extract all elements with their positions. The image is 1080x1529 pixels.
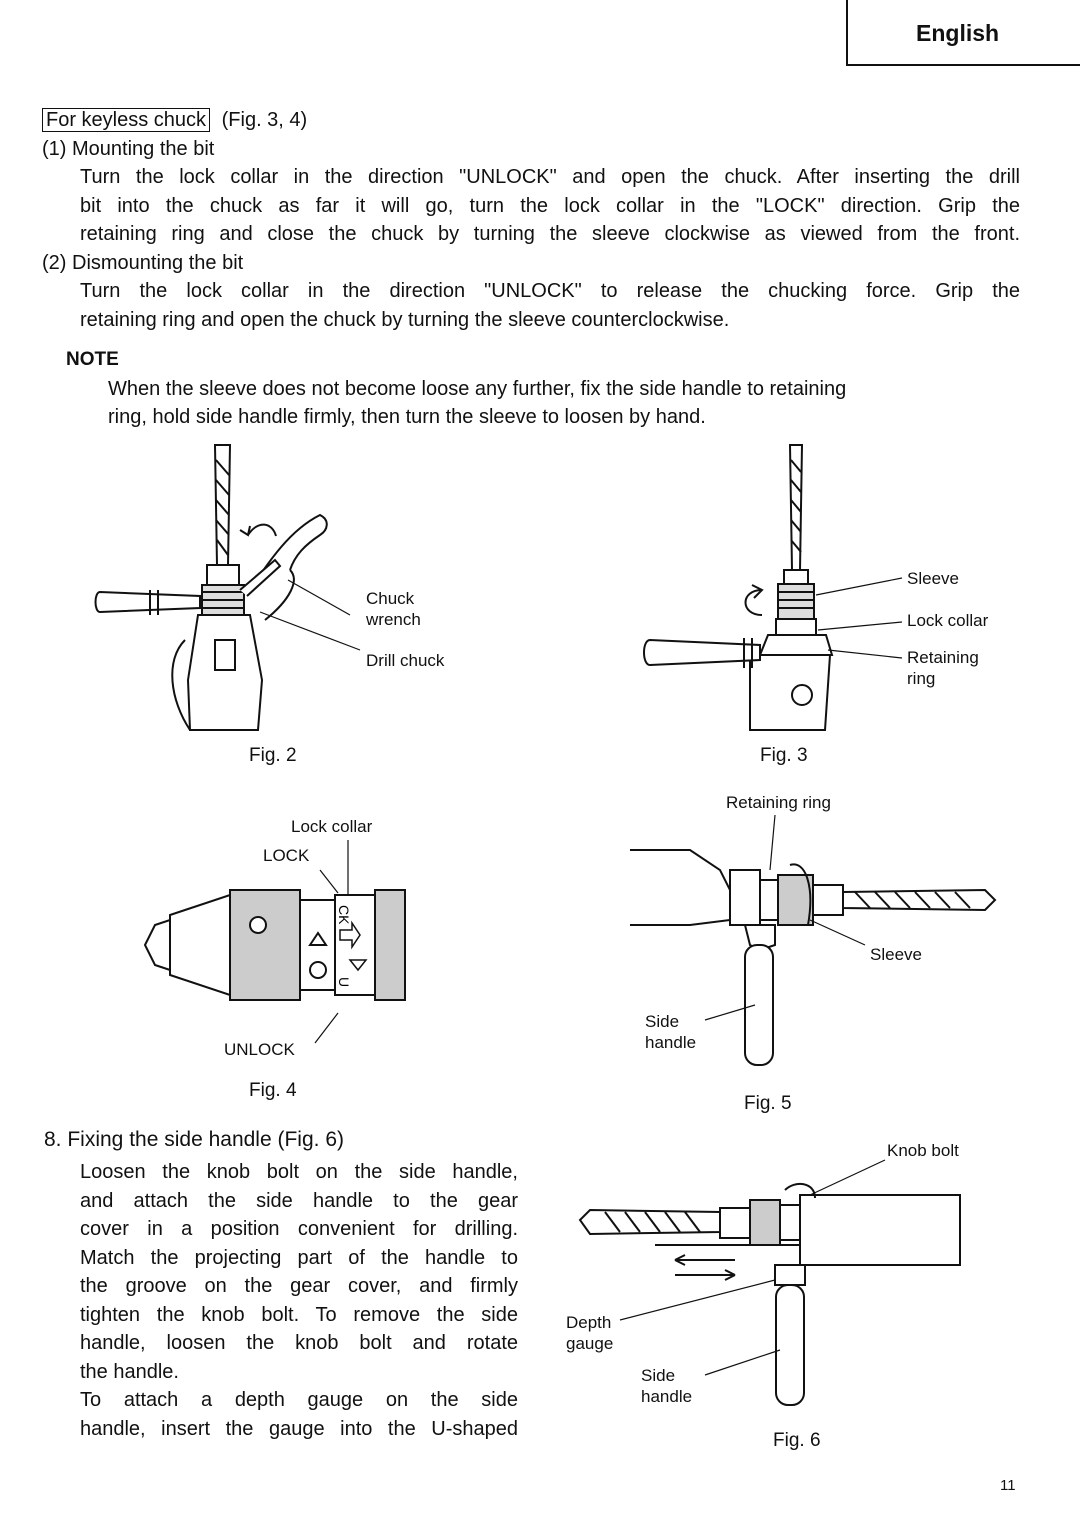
fig5-label-sleeve: Sleeve	[870, 945, 922, 964]
keyless-heading	[42, 106, 1032, 135]
fig6-label-line: Depth	[566, 1313, 612, 1332]
fig3-label-line: ring	[907, 669, 936, 688]
fig3-label-line: Retaining	[907, 648, 979, 667]
fig3-illustration	[640, 440, 900, 730]
fig6-label-line: Side	[641, 1366, 676, 1385]
note-line: ring, hold side handle firmly, then turn the sleeve to loosen by hand.	[108, 406, 706, 428]
section8-body	[80, 1158, 518, 1443]
fig4-label-lock: LOCK	[263, 846, 310, 865]
fig6-illustration	[575, 1170, 965, 1410]
fig2-label-drill-chuck: Drill chuck	[366, 651, 445, 670]
section8-line: and attach the side handle to the gear	[80, 1189, 518, 1212]
section8-line: tighten the knob bolt. To remove the side	[80, 1303, 518, 1326]
section8-line: cover in a position convenient for drilling.	[80, 1218, 518, 1240]
fig3-label-retaining	[907, 647, 979, 689]
keyless-box-label: For keyless chuck	[42, 108, 210, 132]
fig5-label-retaining-ring: Retaining ring	[726, 793, 831, 812]
fig6-label-line: gauge	[566, 1334, 614, 1353]
fig6-label-side-handle	[641, 1365, 692, 1407]
fig4-label-unlock: UNLOCK	[224, 1040, 295, 1059]
fig5-label-side-handle	[645, 1011, 696, 1053]
item1-line: Turn the lock collar in the direction "UNLOCK" and open the chuck. After inserting the drill	[80, 166, 1020, 188]
fig3-label-sleeve: Sleeve	[907, 569, 959, 588]
item1-line: bit into the chuck as far it will go, turn the lock collar in the "LOCK" direction. Grip the	[80, 194, 1020, 217]
fig5-label-line: Side	[645, 1012, 680, 1031]
section8-line: the groove on the gear cover, and firmly	[80, 1275, 518, 1297]
fig6-label-line: handle	[641, 1387, 693, 1406]
language-tab	[846, 0, 1080, 66]
keyless-chuck-section	[42, 106, 1032, 432]
item2-line: retaining ring and open the chuck by turning the sleeve counterclockwise.	[80, 308, 730, 331]
fig2-label-line: Chuck	[366, 589, 415, 608]
item1-title: (1) Mounting the bit	[42, 137, 215, 160]
item1-body	[80, 163, 1020, 249]
section8-title: 8. Fixing the side handle (Fig. 6)	[44, 1128, 344, 1151]
svg-text:U: U	[336, 977, 352, 988]
section8-line: handle, loosen the knob bolt and rotate	[80, 1332, 518, 1354]
fig3-label-lock-collar: Lock collar	[907, 611, 989, 630]
fig3-caption: Fig. 3	[760, 745, 808, 766]
fig6-caption: Fig. 6	[773, 1430, 821, 1451]
fig5-caption: Fig. 5	[744, 1093, 792, 1114]
fig6-label-knob-bolt: Knob bolt	[887, 1141, 959, 1160]
keyless-fig-ref: (Fig. 3, 4)	[221, 109, 308, 131]
fig2-label-line: wrench	[366, 610, 421, 629]
fig5-label-line: handle	[645, 1033, 697, 1052]
fig2-label-chuck-wrench	[366, 588, 421, 630]
section8-line: To attach a depth gauge on the side	[80, 1389, 518, 1411]
section8-line: handle, insert the gauge into the U-shaped	[80, 1417, 518, 1440]
fig6-label-depth-gauge	[566, 1312, 613, 1354]
note-body	[108, 375, 1028, 432]
svg-text:CK: CK	[336, 905, 352, 925]
note-heading: NOTE	[66, 349, 119, 370]
note-line: When the sleeve does not become loose any further, fix the side handle to retaining	[108, 377, 847, 400]
fig2-caption: Fig. 2	[249, 745, 297, 766]
item1-line: retaining ring and close the chuck by turning the sleeve clockwise as viewed from the front.	[80, 223, 1020, 245]
section8-line: Loosen the knob bolt on the side handle,	[80, 1161, 518, 1183]
fig4-illustration	[130, 835, 430, 1060]
language-label: English	[916, 20, 1000, 46]
fig2-illustration	[90, 440, 390, 730]
item2-line: Turn the lock collar in the direction "UNLOCK" to release the chucking force. Grip the	[80, 280, 1020, 302]
section8-line: Match the projecting part of the handle to	[80, 1246, 518, 1269]
fig4-label-lock-collar: Lock collar	[291, 817, 373, 836]
page-number: 11	[1000, 1477, 1016, 1494]
item2-body	[80, 277, 1020, 334]
section8-line: the handle.	[80, 1360, 179, 1383]
fig4-caption: Fig. 4	[249, 1080, 297, 1101]
item2-title: (2) Dismounting the bit	[42, 251, 244, 274]
